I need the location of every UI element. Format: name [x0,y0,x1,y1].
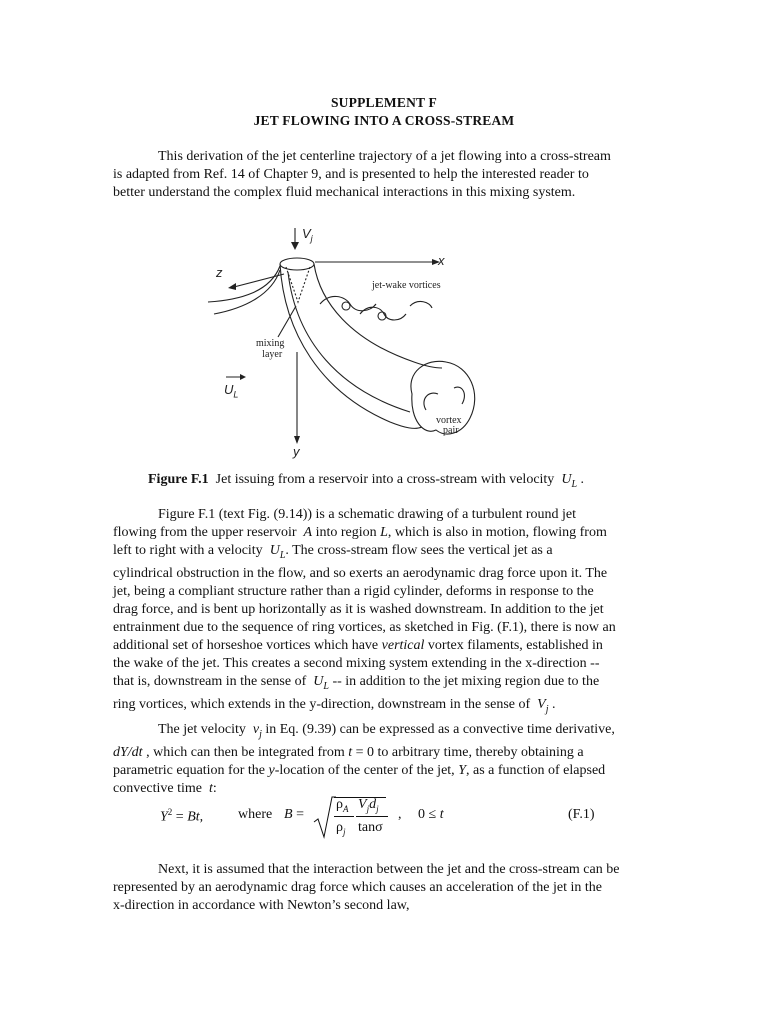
z-axis-label: z [216,265,223,280]
caption-text: Jet issuing from a reservoir into a cross-stream with velocity [215,472,555,487]
figure-description-paragraph: Figure F.1 (text Fig. (9.14)) is a schematic drawing of a turbulent round jet flowing from the upper reservoir A into region L, which is also in motion, flowing from left to right with a velocity $U_L$. The cross-stream flow sees the vertical jet as a cylindrical obstruction in the flow, and so exerts an aerodynamic drag force upon it. The jet, being a compliant structure rather than a rigid cylinder, deforms in response to the drag force, and is bent up horizontally as it is washed downstream. In addition to the jet entrainment due to the sequence of ring vortices, as sketched in Fig. (F.1), there is now an additional set of horseshoe vortices which have vertical vortex filaments, established in the wake of the jet. This creates a second mixing system extending in the x-direction -- that is, downstream in the sense of $U_L$ -- in addition to the jet mixing region due to the ring vortices, which extends in the y-direction, downstream in the sense of $V_j$ . [113,507,616,715]
x-axis-label: x [438,253,445,268]
tan-sigma: tanσ [358,820,383,835]
equation-b: B = [284,807,304,822]
supplement-heading: SUPPLEMENT F [330,95,438,110]
convective-derivative-paragraph: The jet velocity $v_j$ in Eq. (9.39) can be expressed as a convective time derivative, dY/dt , which can then be integrated from t = 0 to arbitrary time, thereby obtaining a parametric equation for the y-location of the center of the jet, Y, as a function of elapsed convective time t: [113,722,615,796]
intro-line-1: This derivation of the jet centerline trajectory of a jet flowing into a cross-stream [158,149,611,164]
wake-vortex-core-1 [342,302,350,310]
figure-caption: Figure F.1 Jet issuing from a reservoir into a cross-stream with velocity $U_L$ . [148,472,584,490]
equation-comma: , [398,807,402,822]
vj-dj: $V_jd_j$ [358,797,379,814]
equation-lhs: $Y^2 = Bt$, [160,807,204,825]
wake-vortex-2 [360,307,406,320]
caption-variable: $U_L$ [561,472,577,490]
velocity-fraction-bar [356,816,388,818]
caption-label: Figure F.1 [148,472,209,487]
sqrt-sign [312,794,336,840]
drag-force-paragraph: Next, it is assumed that the interaction between the jet and the cross-stream can be represented by an aerodynamic drag force which causes an acceleration of the jet in the x-direction in accordance with Newton’s second law, [113,862,620,913]
intro-line-3: better understand the complex fluid mechanical interactions in this mixing system. [113,185,576,200]
equation-condition: 0 ≤ t [418,807,444,822]
y-axis-label: y [293,444,300,459]
intro-line-2: is adapted from Ref. 14 of Chapter 9, and is presented to help the interested reader to [113,167,589,182]
mixing-layer-label: mixing layer [256,338,285,360]
jet-wake-vortices-label: jet-wake vortices [372,280,441,291]
vortex-swirl-right [454,387,464,404]
vortex-pair-label: vortex pair [436,415,462,436]
rho-j: $\rho_j$ [336,820,346,837]
equation-f1 [160,794,600,840]
wake-vortex-3 [410,302,432,308]
jet-inner-line [288,272,410,412]
equation-number: (F.1) [568,807,595,822]
z-axis [230,274,284,288]
figure-jet-cross-stream [200,222,480,462]
rho-a: $\rho_A$ [336,797,349,814]
equation-where: where [238,807,273,822]
vortex-swirl-left [424,393,438,410]
nozzle-outlet [280,258,314,270]
document-title: JET FLOWING INTO A CROSS-STREAM [253,113,515,128]
density-fraction-bar [334,816,354,818]
ul-label: $U_L$ [224,382,239,400]
reservoir-streamline-2 [214,270,280,314]
mixing-layer-pointer [278,306,296,337]
vj-label: $V_j$ [302,226,313,244]
intro-paragraph [113,148,658,202]
